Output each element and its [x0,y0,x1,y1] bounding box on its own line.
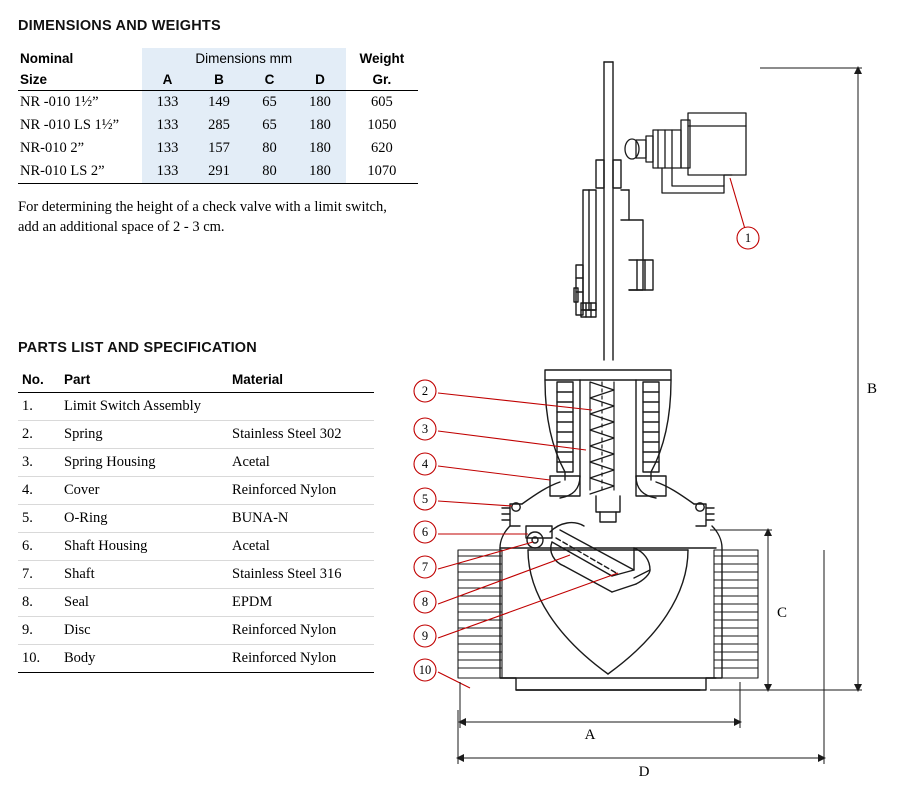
cell-material: Reinforced Nylon [228,617,374,645]
cell-part: Spring [60,421,228,449]
table-row [18,137,418,160]
callout-9 [414,625,436,647]
callout-label: 10 [418,663,432,677]
cell-part: Shaft Housing [60,533,228,561]
cell-size: NR -010 1½” [20,94,99,110]
cell-no: 2. [18,421,60,449]
callout-bubbles [414,227,759,681]
header-c: C [245,69,295,91]
cell-c: 65 [245,91,295,115]
header-weight-unit: Gr. [346,69,418,91]
limit-switch-assembly [625,113,746,193]
cell-a: 133 [142,160,193,184]
cell-b: 291 [193,160,244,184]
header-b: B [193,69,244,91]
callout-4 [414,453,436,475]
cell-no: 8. [18,589,60,617]
cell-d: 180 [294,137,345,160]
cell-material: Acetal [228,449,374,477]
callout-label: 9 [421,629,429,643]
dimensions-header-row-2 [18,69,418,91]
table-row [18,533,374,561]
o-ring [512,503,704,511]
table-row [18,477,374,505]
valve-stem-upper [574,62,653,360]
callout-3 [414,418,436,440]
cell-part: Disc [60,617,228,645]
header-size: Size [18,69,142,91]
dimensions-section-title: DIMENSIONS AND WEIGHTS [18,18,221,34]
cell-material: Reinforced Nylon [228,477,374,505]
cell-no: 3. [18,449,60,477]
cell-part: Shaft [60,561,228,589]
header-part: Part [60,370,228,393]
cell-material [228,393,374,421]
cell-part: O-Ring [60,505,228,533]
dimensions-header-row-1 [18,48,418,69]
cell-part: Body [60,645,228,673]
callout-7 [414,556,436,578]
table-row [18,645,374,673]
cell-weight: 620 [370,140,393,156]
dimension-label-b: B [866,381,878,397]
cell-material: Acetal [228,533,374,561]
cell-no: 10. [18,645,60,673]
cell-part: Limit Switch Assembly [60,393,228,421]
cell-material: EPDM [228,589,374,617]
table-row [18,449,374,477]
dimension-label-a: A [584,727,596,743]
parts-table [18,370,374,673]
cell-weight: 605 [370,94,393,110]
cell-no: 9. [18,617,60,645]
cell-material: BUNA-N [228,505,374,533]
callout-6 [414,521,436,543]
table-row [18,91,418,115]
cell-no: 5. [18,505,60,533]
table-row [18,505,374,533]
cell-material: Stainless Steel 316 [228,561,374,589]
dimension-label-c: C [776,605,788,621]
table-row [18,421,374,449]
disc-and-shaft [526,523,650,592]
callout-label: 4 [421,457,429,471]
cell-weight: 1070 [346,160,418,184]
cell-d: 180 [294,114,345,137]
callout-5 [414,488,436,510]
header-no: No. [18,370,60,393]
cell-c: 80 [245,160,295,184]
cell-a: 133 [142,91,193,115]
dimensions-note-line-1: For determining the height of a check valve with a limit switch, [18,199,387,215]
table-row [18,617,374,645]
cell-no: 7. [18,561,60,589]
parts-section-title: PARTS LIST AND SPECIFICATION [18,340,257,356]
callout-2 [414,380,436,402]
cell-part: Cover [60,477,228,505]
callout-label: 7 [421,560,429,574]
header-a: A [142,69,193,91]
cell-d: 180 [294,160,345,184]
cell-b: 157 [193,137,244,160]
callout-label: 1 [744,231,752,245]
cell-no: 4. [18,477,60,505]
dimensions-section [18,18,418,237]
callout-label: 8 [421,595,429,609]
spring [590,382,614,494]
parts-section [18,340,398,673]
cell-c: 65 [245,114,295,137]
cell-size: NR-010 2” [20,140,85,156]
cell-part: Spring Housing [60,449,228,477]
callout-8 [414,591,436,613]
parts-header-row [18,370,374,393]
header-material: Material [228,370,374,393]
dimensions-table [18,48,418,184]
cell-c: 80 [245,137,295,160]
dimensions-note [18,198,418,237]
header-d: D [294,69,345,91]
cell-material: Reinforced Nylon [228,645,374,673]
spring-housing [545,370,671,480]
cell-no: 6. [18,533,60,561]
header-nominal: Nominal [20,51,74,66]
dimensions-note-line-2: add an additional space of 2 - 3 cm. [18,218,225,235]
dimension-label-d: D [638,764,650,780]
header-weight: Weight [359,51,405,66]
cell-a: 133 [142,114,193,137]
table-row [18,114,418,137]
header-dimensions-group: Dimensions mm [142,48,346,69]
cell-b: 285 [193,114,244,137]
cell-a: 133 [142,137,193,160]
cell-b: 149 [193,91,244,115]
callout-label: 5 [421,492,429,506]
table-row [18,561,374,589]
inner-guide [596,496,620,522]
cell-d: 180 [294,91,345,115]
table-row [18,160,418,184]
body [500,526,722,690]
callout-10 [414,659,436,681]
table-row [18,589,374,617]
cell-part: Seal [60,589,228,617]
cell-weight: 1050 [367,117,397,133]
cell-size: NR -010 LS 1½” [20,117,120,133]
cell-material: Stainless Steel 302 [228,421,374,449]
table-row [18,393,374,421]
callout-label: 3 [421,422,429,436]
valve-cutaway-drawing [400,10,898,787]
cell-size: NR-010 LS 2” [18,160,142,184]
callout-1 [737,227,759,249]
callout-label: 2 [421,384,429,398]
cell-no: 1. [18,393,60,421]
callout-label: 6 [421,525,429,539]
